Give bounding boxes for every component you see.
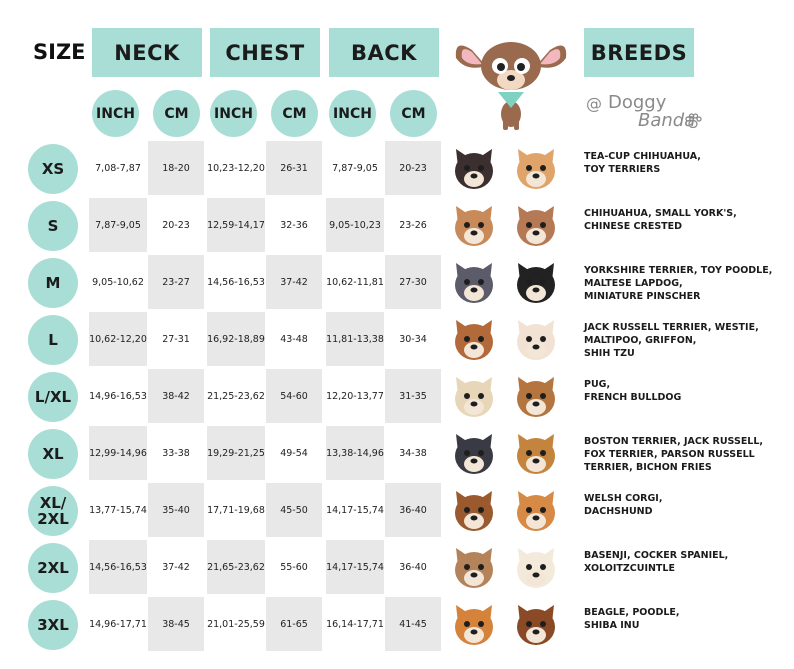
spitz-icon <box>510 542 562 594</box>
cell-chest-inch: 17,71-19,68 <box>207 483 265 537</box>
terrier-icon <box>510 200 562 252</box>
chihuahua-mascot-icon <box>452 32 570 132</box>
cell-chest-cm: 61-65 <box>266 597 322 651</box>
size-badge: 2XL <box>28 543 78 593</box>
unit-back-inch: INCH <box>329 90 376 137</box>
cell-chest-cm: 26-31 <box>266 141 322 195</box>
logo-at: @ <box>586 94 602 113</box>
cell-back-inch: 12,20-13,77 <box>326 369 384 423</box>
cell-back-cm: 23-26 <box>385 198 441 252</box>
cell-chest-inch: 19,29-21,25 <box>207 426 265 480</box>
cell-back-cm: 36-40 <box>385 540 441 594</box>
cell-neck-cm: 38-42 <box>148 369 204 423</box>
chest-header: CHEST <box>210 28 320 77</box>
cell-neck-cm: 27-31 <box>148 312 204 366</box>
cell-chest-cm: 43-48 <box>266 312 322 366</box>
cell-back-inch: 14,17-15,74 <box>326 540 384 594</box>
papillon-icon <box>510 257 562 309</box>
cell-neck-inch: 7,87-9,05 <box>89 198 147 252</box>
breed-list: BEAGLE, POODLE, SHIBA INU <box>584 607 680 631</box>
breed-list: WELSH CORGI, DACHSHUND <box>584 493 663 517</box>
cell-back-inch: 11,81-13,38 <box>326 312 384 366</box>
jack-russell-icon <box>448 314 500 366</box>
cell-neck-cm: 35-40 <box>148 483 204 537</box>
size-badge: L/XL <box>28 372 78 422</box>
cell-chest-inch: 21,01-25,59 <box>207 597 265 651</box>
size-badge: XS <box>28 144 78 194</box>
french-bulldog-icon <box>510 371 562 423</box>
cell-chest-inch: 21,65-23,62 <box>207 540 265 594</box>
cell-back-cm: 30-34 <box>385 312 441 366</box>
yorkshire-icon <box>448 257 500 309</box>
unit-chest-cm: CM <box>271 90 318 137</box>
cell-chest-cm: 54-60 <box>266 369 322 423</box>
cell-back-inch: 14,17-15,74 <box>326 483 384 537</box>
beagle-icon <box>510 599 562 651</box>
cell-neck-inch: 10,62-12,20 <box>89 312 147 366</box>
cell-neck-inch: 14,56-16,53 <box>89 540 147 594</box>
logo <box>586 92 716 138</box>
cell-chest-inch: 16,92-18,89 <box>207 312 265 366</box>
cell-back-cm: 41-45 <box>385 597 441 651</box>
welsh-corgi-icon <box>510 485 562 537</box>
breed-list: JACK RUSSELL TERRIER, WESTIE, MALTIPOO, GRIFFON, SHIH TZU <box>584 322 759 359</box>
neck-header: NECK <box>92 28 202 77</box>
cell-back-inch: 10,62-11,81 <box>326 255 384 309</box>
chihuahua-tan-icon <box>448 200 500 252</box>
shih-tzu-icon <box>510 314 562 366</box>
cell-neck-cm: 18-20 <box>148 141 204 195</box>
cell-chest-cm: 55-60 <box>266 540 322 594</box>
shiba-inu-icon <box>448 599 500 651</box>
breeds-header: BREEDS <box>584 28 694 77</box>
cell-back-cm: 31-35 <box>385 369 441 423</box>
cell-neck-inch: 14,96-16,53 <box>89 369 147 423</box>
size-badge: M <box>28 258 78 308</box>
logo-line1: Doggy <box>608 92 667 113</box>
fox-terrier-icon <box>510 428 562 480</box>
cell-chest-inch: 21,25-23,62 <box>207 369 265 423</box>
size-badge: L <box>28 315 78 365</box>
cell-back-cm: 34-38 <box>385 426 441 480</box>
size-header: SIZE <box>33 40 86 64</box>
cell-back-inch: 9,05-10,23 <box>326 198 384 252</box>
cell-chest-cm: 32-36 <box>266 198 322 252</box>
cell-chest-cm: 37-42 <box>266 255 322 309</box>
unit-neck-inch: INCH <box>92 90 139 137</box>
cell-neck-inch: 7,08-7,87 <box>89 141 147 195</box>
cell-neck-inch: 13,77-15,74 <box>89 483 147 537</box>
cell-neck-inch: 9,05-10,62 <box>89 255 147 309</box>
cell-chest-inch: 14,56-16,53 <box>207 255 265 309</box>
size-badge: XL <box>28 429 78 479</box>
cell-back-cm: 27-30 <box>385 255 441 309</box>
logo-line2: Banda <box>638 110 696 131</box>
breed-list: BOSTON TERRIER, JACK RUSSELL, FOX TERRIER, PARSON RUSSELL TERRIER, BICHON FRIES <box>584 436 764 473</box>
cell-neck-inch: 14,96-17,71 <box>89 597 147 651</box>
breed-list: TEA-CUP CHIHUAHUA, TOY TERRIERS <box>584 151 701 175</box>
pug-icon <box>448 371 500 423</box>
cell-neck-cm: 33-38 <box>148 426 204 480</box>
cell-neck-cm: 20-23 <box>148 198 204 252</box>
breed-list: PUG, FRENCH BULLDOG <box>584 379 682 403</box>
cell-neck-inch: 12,99-14,96 <box>89 426 147 480</box>
cell-back-inch: 16,14-17,71 <box>326 597 384 651</box>
cell-neck-cm: 38-45 <box>148 597 204 651</box>
breed-list: CHIHUAHUA, SMALL YORK'S, CHINESE CRESTED <box>584 208 737 232</box>
breed-list: BASENJI, COCKER SPANIEL, XOLOITZCUINTLE <box>584 550 729 574</box>
cell-chest-cm: 49-54 <box>266 426 322 480</box>
cell-neck-cm: 23-27 <box>148 255 204 309</box>
corgi-icon <box>510 143 562 195</box>
cell-chest-cm: 45-50 <box>266 483 322 537</box>
cell-back-cm: 36-40 <box>385 483 441 537</box>
cell-chest-inch: 12,59-14,17 <box>207 198 265 252</box>
unit-chest-inch: INCH <box>210 90 257 137</box>
unit-back-cm: CM <box>390 90 437 137</box>
breed-list: YORKSHIRE TERRIER, TOY POODLE, MALTESE LAPDOG, MINIATURE PINSCHER <box>584 265 773 302</box>
size-badge: XL/ 2XL <box>28 486 78 536</box>
unit-neck-cm: CM <box>153 90 200 137</box>
chihuahua-black-icon <box>448 143 500 195</box>
cell-neck-cm: 37-42 <box>148 540 204 594</box>
cell-chest-inch: 10,23-12,20 <box>207 141 265 195</box>
size-badge: 3XL <box>28 600 78 650</box>
back-header: BACK <box>329 28 439 77</box>
boston-terrier-icon <box>448 428 500 480</box>
boxer-icon <box>448 542 500 594</box>
dachshund-icon <box>448 485 500 537</box>
cell-back-inch: 13,38-14,96 <box>326 426 384 480</box>
size-badge: S <box>28 201 78 251</box>
paw-icon <box>684 112 702 130</box>
cell-back-inch: 7,87-9,05 <box>326 141 384 195</box>
cell-back-cm: 20-23 <box>385 141 441 195</box>
